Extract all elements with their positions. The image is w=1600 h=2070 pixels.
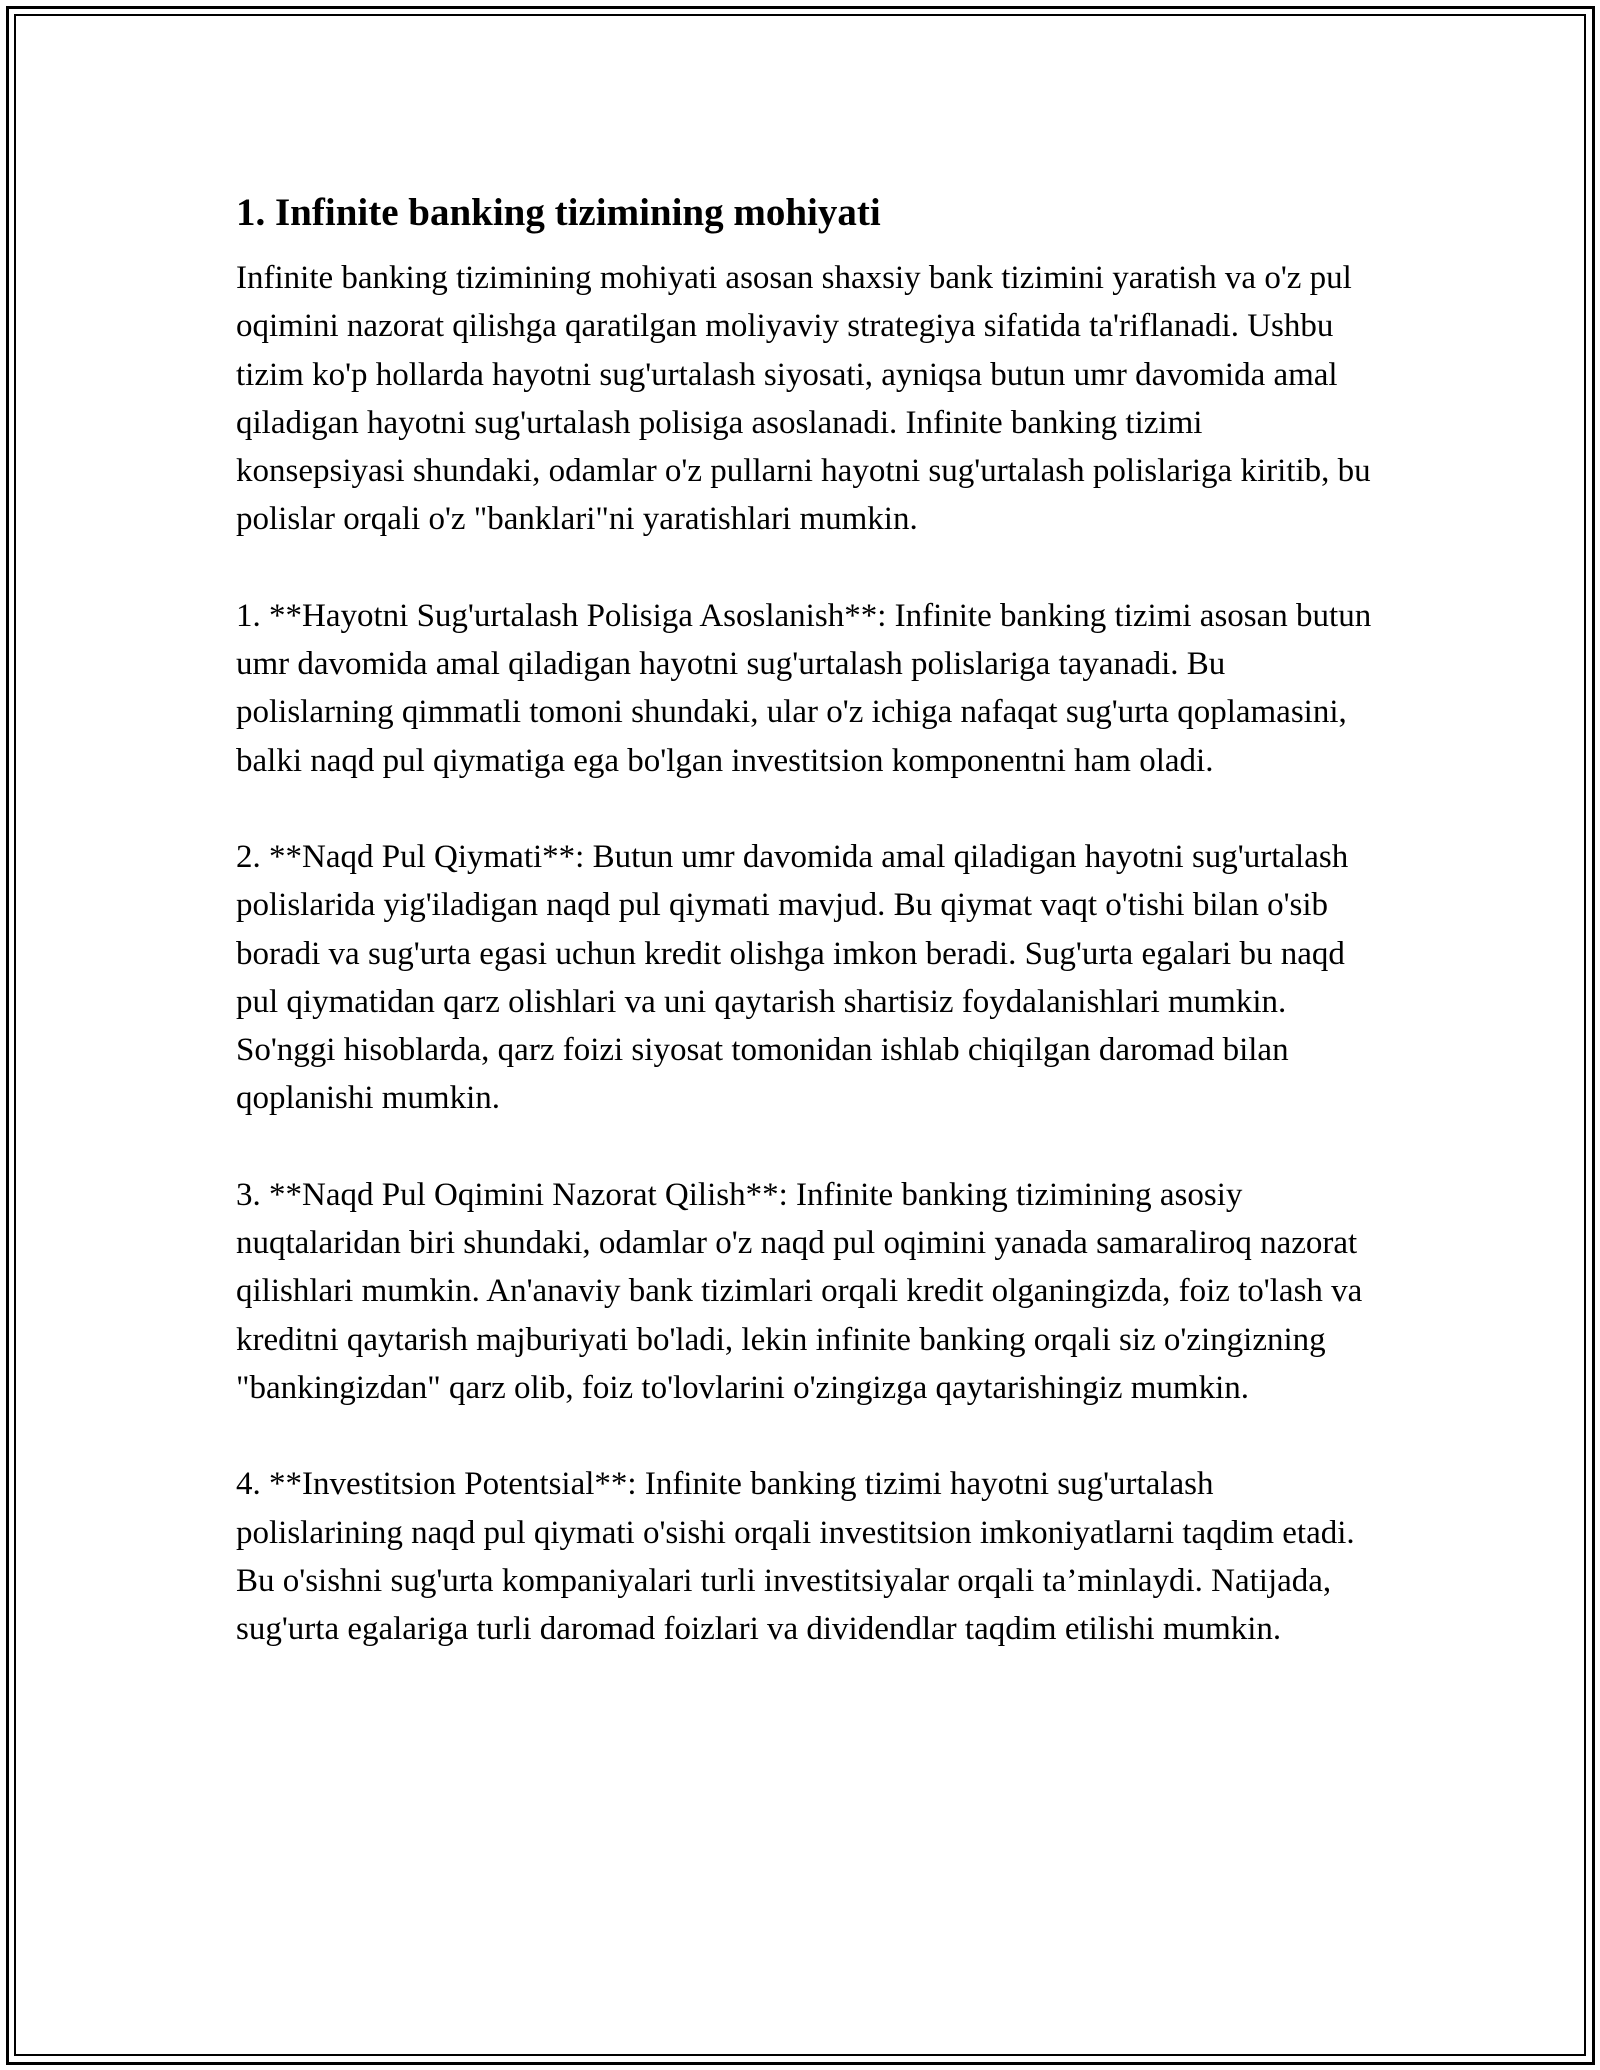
intro-paragraph: Infinite banking tizimining mohiyati asosan shaxsiy bank tizimini yaratish va o'z pul oqimini nazorat qilishga qaratilgan moliyaviy strategiya sifatida ta'riflanadi. Ushbu tizim ko'p hollarda hayotni sug'urtalash siyosati, ayniqsa butun umr davomida amal qiladigan hayotni sug'urtalash polisiga asoslanadi. Infinite banking tizimi konsepsiyasi shundaki, odamlar o'z pullarni hayotni sug'urtalash polislariga kiritib, bu polislar orqali o'z "banklari"ni yaratishlari mumkin. (236, 260, 1371, 538)
section-heading: 1. Infinite banking tizimining mohiyati (236, 191, 881, 234)
list-item-2-paragraph: 2. **Naqd Pul Qiymati**: Butun umr davomida amal qiladigan hayotni sug'urtalash polislarida yig'iladigan naqd pul qiymati mavjud. Bu qiymat vaqt o'tishi bilan o'sib boradi va sug'urta egasi uchun kredit olishga imkon beradi. Sug'urta egalari bu naqd pul qiymatidan qarz olishlari va uni qaytarish shartisiz foydalanishlari mumkin. So'nggi hisoblarda, qarz foizi siyosat tomonidan ishlab chiqilgan daromad bilan qoplanishi mumkin. (236, 838, 1349, 1117)
list-item-1-paragraph: 1. **Hayotni Sug'urtalash Polisiga Asoslanish**: Infinite banking tizimi asosan butun umr davomida amal qiladigan hayotni sug'urtalash polislariga tayanadi. Bu polislarning qimmatli tomoni shundaki, ular o'z ichiga nafaqat sug'urta qoplamasini, balki naqd pul qiymatiga ega bo'lgan investitsion komponentni ham oladi. (236, 597, 1372, 779)
list-item-3-paragraph: 3. **Naqd Pul Oqimini Nazorat Qilish**: Infinite banking tizimining asosiy nuqtalaridan biri shundaki, odamlar o'z naqd pul oqimini yanada samaraliroq nazorat qilishlari mumkin. An'anaviy bank tizimlari orqali kredit olganingizda, foiz to'lash va kreditni qaytarish majburiyati bo'ladi, lekin infinite banking orqali siz o'zingizning "bankingizdan" qarz olib, foiz to'lovlarini o'zingizga qaytarishingiz mumkin. (236, 1176, 1363, 1406)
list-item-4-paragraph: 4. **Investitsion Potentsial**: Infinite banking tizimi hayotni sug'urtalash polislarining naqd pul qiymati o'sishi orqali investitsion imkoniyatlarni taqdim etadi. Bu o'sishni sug'urta kompaniyalari turli investitsiyalar orqali ta’minlaydi. Natijada, sug'urta egalariga turli daromad foizlari va dividendlar taqdim etilishi mumkin. (236, 1466, 1355, 1648)
document-body (236, 186, 1376, 1653)
